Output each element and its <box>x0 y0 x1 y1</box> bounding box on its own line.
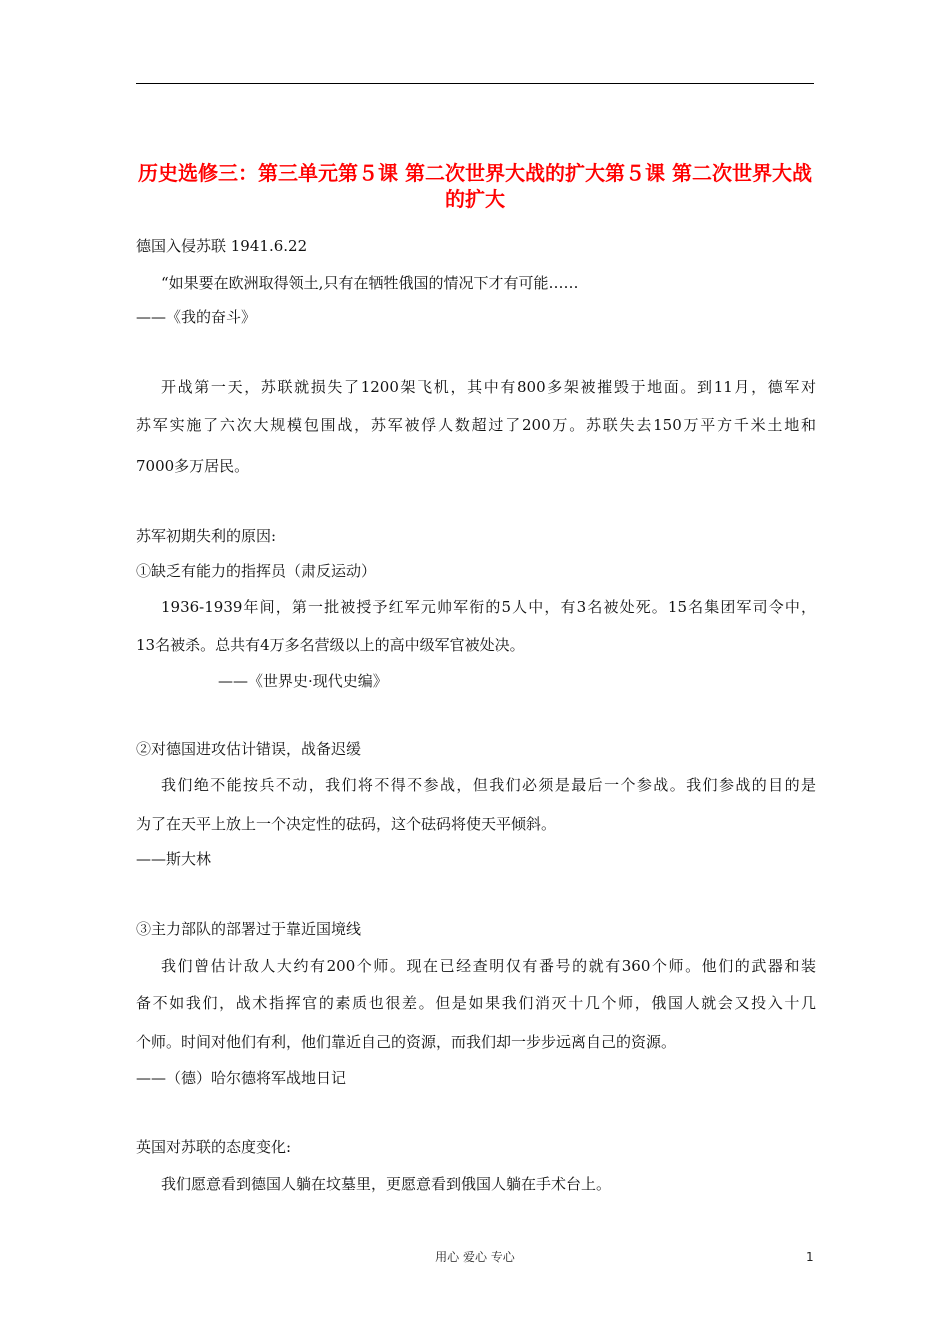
quote-source-stalin: ——斯大林 <box>136 850 212 868</box>
quote-britain: 我们愿意看到德国人躺在坟墓里，更愿意看到俄国人躺在手术台上。 <box>161 1175 612 1193</box>
quote-source-halder: ——（德）哈尔德将军战地日记 <box>136 1069 347 1087</box>
page-number: 1 <box>806 1250 814 1264</box>
paragraph-line: 为了在天平上放上一个决定性的砝码，这个砝码将使天平倾斜。 <box>136 815 557 833</box>
header-rule <box>136 83 814 84</box>
quote-mein-kampf: “如果要在欧洲取得领土,只有在牺牲俄国的情况下才有可能…… <box>161 274 579 292</box>
paragraph-line: 13名被杀。总共有4万多名营级以上的高中级军官被处决。 <box>136 636 525 654</box>
paragraph-line: 苏军实施了六次大规模包围战，苏军被俘人数超过了200万。苏联失去150万平方千米土地和 <box>136 416 816 434</box>
footer-text: 用心 爱心 专心 <box>435 1250 515 1264</box>
paragraph-line: 个师。时间对他们有利，他们靠近自己的资源，而我们却一步步远离自己的资源。 <box>136 1033 677 1051</box>
reason-3-heading: ③主力部队的部署过于靠近国境线 <box>136 920 362 938</box>
reason-2-heading: ②对德国进攻估计错误，战备迟缓 <box>136 740 362 758</box>
reason-1-heading: ①缺乏有能力的指挥员（肃反运动） <box>136 562 377 580</box>
paragraph-line: 7000多万居民。 <box>136 457 250 475</box>
paragraph-line: 我们曾估计敌人大约有200个师。现在已经查明仅有番号的就有360个师。他们的武器和装 <box>161 957 816 975</box>
paragraph-line: 开战第一天，苏联就损失了1200架飞机，其中有800多架被摧毁于地面。到11月，德军对 <box>161 378 816 396</box>
paragraph-line: 我们绝不能按兵不动，我们将不得不参战，但我们必须是最后一个参战。我们参战的目的是 <box>161 776 816 794</box>
section-heading-reasons: 苏军初期失利的原因: <box>136 527 277 545</box>
paragraph-line: 1936-1939年间，第一批被授予红军元帅军衔的5人中，有3名被处死。15名集团军司令中， <box>161 598 816 616</box>
paragraph-line: 备不如我们，战术指挥官的素质也很差。但是如果我们消灭十几个师，俄国人就会又投入十几 <box>136 994 816 1012</box>
quote-source-mein-kampf: ——《我的奋斗》 <box>136 308 257 326</box>
page-title: 历史选修三：第三单元第５课 第二次世界大战的扩大第５课 第二次世界大战的扩大 <box>138 161 812 211</box>
section-heading-britain: 英国对苏联的态度变化: <box>136 1138 292 1156</box>
quote-source-world-history: ——《世界史·现代史编》 <box>218 672 388 690</box>
section-heading-invasion: 德国入侵苏联 1941.6.22 <box>136 237 308 255</box>
